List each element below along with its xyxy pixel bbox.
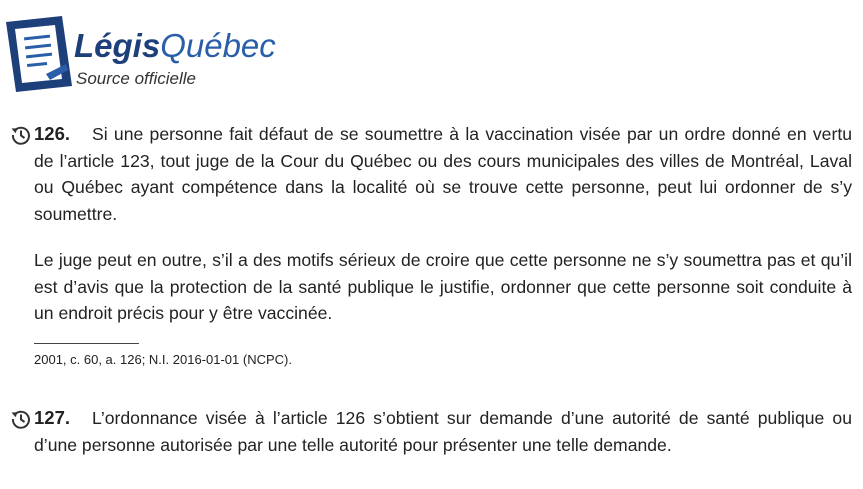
article-126 [10,121,852,368]
article-text: Si une personne fait défaut de se soumettre à la vaccination visée par un ordre donné en vertu de l’article 123, tout juge de la Cour du Québec ou des cours municipales des villes de Montréal, Laval ou Québec ayant compétence dans la localité où se trouve cette personne, peut lui ordonner de s’y soumettre. [34,124,852,224]
logo-title [74,28,276,64]
article-paragraph [10,121,852,227]
history-icon[interactable] [10,124,32,146]
article-paragraph: Le juge peut en outre, s’il a des motifs sérieux de croire que cette personne ne s’y soumettra pas et qu’il est d’avis que la protection de la santé publique le justifie, ordonner que cette personne soit conduite à un endroit précis pour y être vaccinée. [34,250,852,323]
legisquebec-logo[interactable] [6,16,326,94]
article-number: 127. [34,407,71,428]
logo-subtitle: Source officielle [76,69,197,88]
article-paragraph [10,405,852,458]
article-text: L’ordonnance visée à l’article 126 s’obtient sur demande d’une autorité de santé publique ou d’une personne autorisée par une telle autorité pour présenter une telle demande. [34,408,852,455]
article-number: 126. [34,123,71,144]
logo-title-bold: Légis [74,27,161,64]
document-logo-icon [6,16,72,92]
history-divider [34,343,139,344]
article-127 [10,405,852,458]
logo-title-rest: Québec [160,27,276,64]
history-note: 2001, c. 60, a. 126; N.I. 2016-01-01 (NCPC). [34,351,292,367]
history-icon[interactable] [10,408,32,430]
